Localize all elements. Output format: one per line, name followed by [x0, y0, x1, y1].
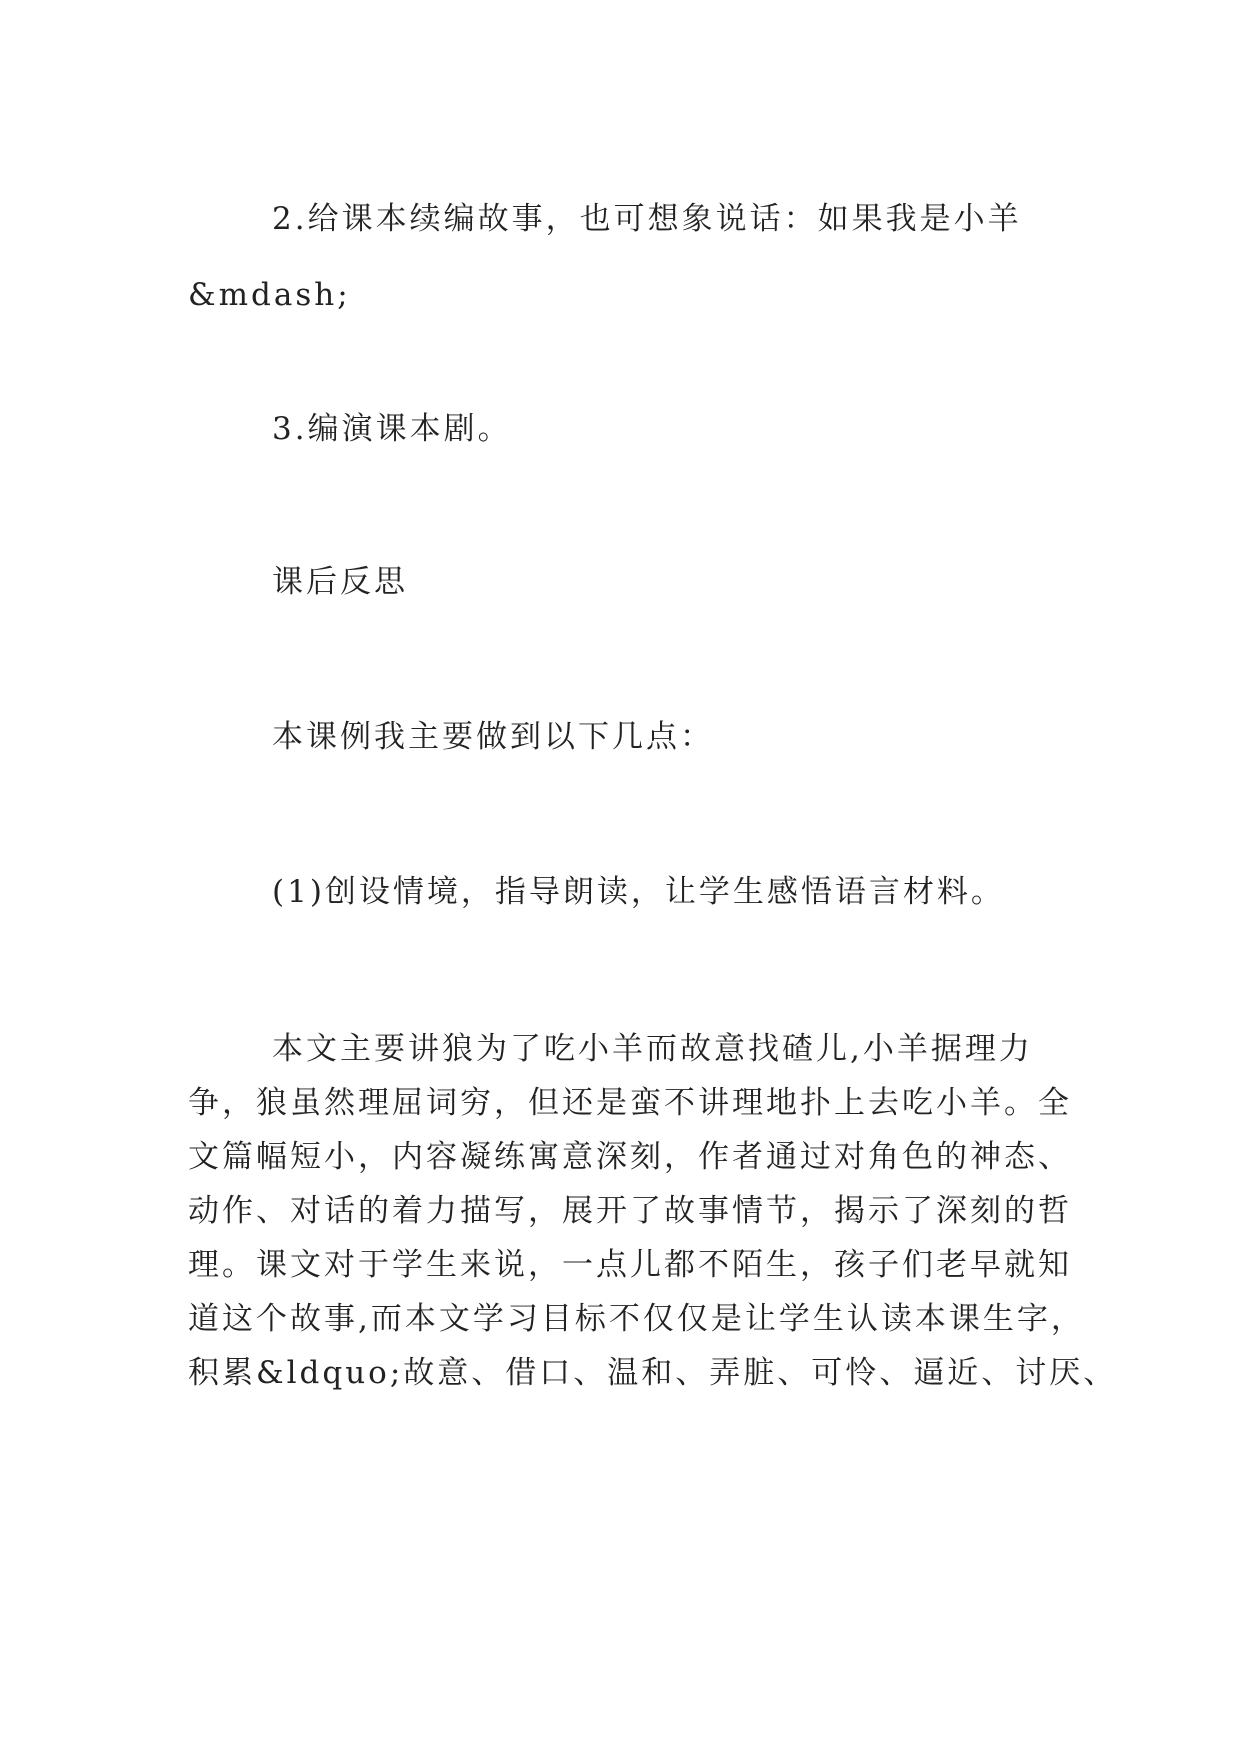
paragraph-item-2	[188, 192, 1068, 322]
text-line: 理。课文对于学生来说，一点儿都不陌生，孩子们老早就知	[188, 1247, 1072, 1283]
paragraph-point-1	[188, 865, 1068, 919]
text-line: 课后反思	[272, 564, 408, 600]
text-line: 道这个故事,而本文学习目标不仅仅是让学生认读本课生字，	[188, 1301, 1085, 1337]
text-line: 争，狼虽然理屈词穷，但还是蛮不讲理地扑上去吃小羊。全	[188, 1085, 1072, 1121]
text-line: 本课例我主要做到以下几点：	[272, 719, 714, 755]
paragraph-body	[188, 1022, 1118, 1400]
text-line: &mdash;	[188, 277, 351, 313]
heading-reflection	[188, 555, 1068, 609]
text-line: 2.给课本续编故事，也可想象说话：如果我是小羊	[272, 201, 1022, 237]
text-line: 文篇幅短小，内容凝练寓意深刻，作者通过对角色的神态、	[188, 1139, 1072, 1175]
text-line: 本文主要讲狼为了吃小羊而故意找碴儿,小羊据理力	[272, 1031, 1033, 1067]
text-line: 3.编演课本剧。	[272, 411, 512, 447]
text-line: (1)创设情境，指导朗读，让学生感悟语言材料。	[272, 874, 1005, 910]
paragraph-intro	[188, 710, 1068, 764]
paragraph-item-3	[188, 402, 1068, 456]
text-line: 动作、对话的着力描写，展开了故事情节，揭示了深刻的哲	[188, 1193, 1072, 1229]
text-line: 积累&ldquo;故意、借口、温和、弄脏、可怜、逼近、讨厌、	[188, 1355, 1118, 1391]
